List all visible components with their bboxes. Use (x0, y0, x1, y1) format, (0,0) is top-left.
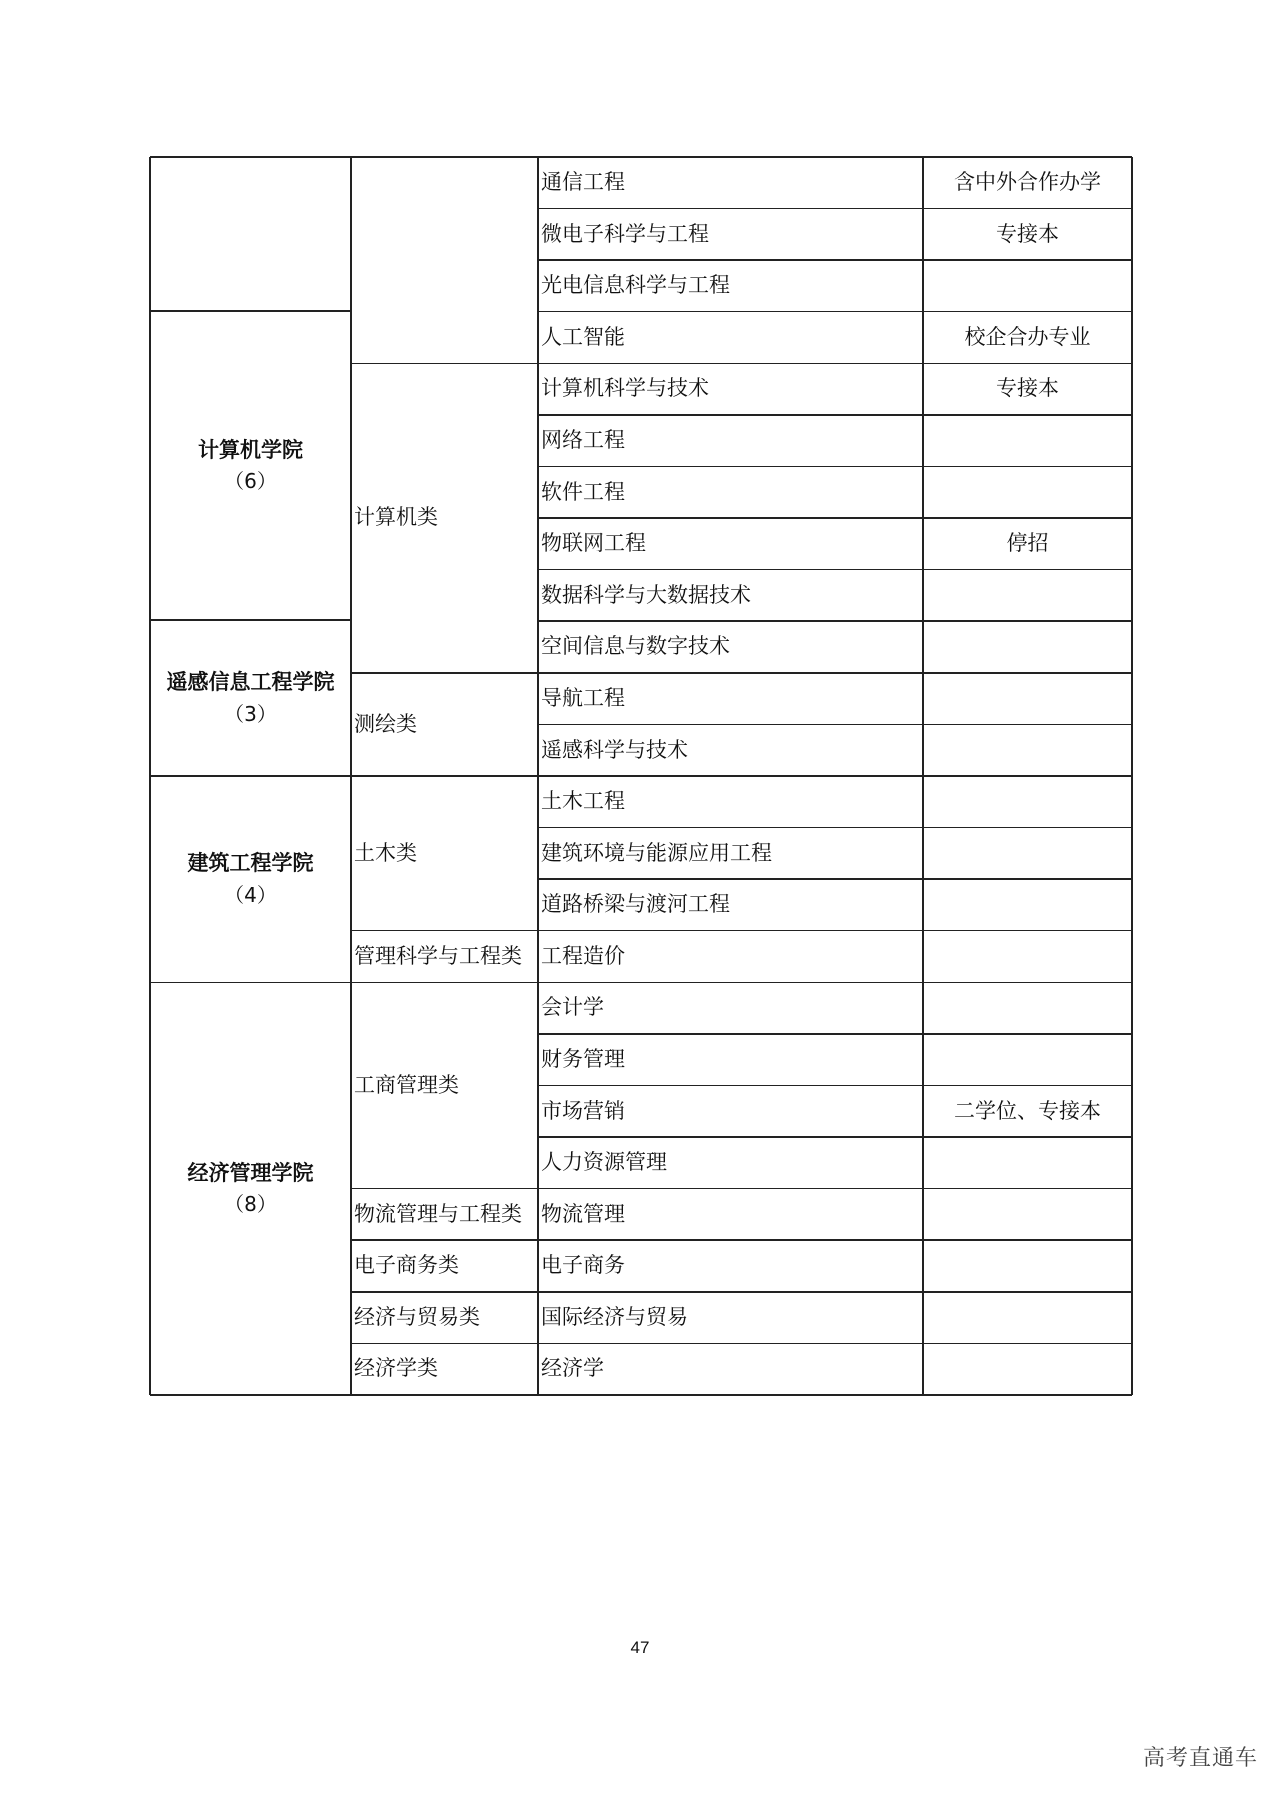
note-cell (923, 1034, 1132, 1086)
note-cell (923, 776, 1132, 828)
major-cell: 网络工程 (541, 428, 625, 453)
college-cell (150, 620, 351, 776)
major-cell: 人力资源管理 (541, 1150, 667, 1175)
note-cell (923, 466, 1132, 518)
college-name: 遥感信息工程学院 (166, 670, 335, 695)
category-cell: 管理科学与工程类 (354, 943, 522, 968)
major-cell: 会计学 (541, 995, 604, 1020)
college-major-count: （8） (224, 1192, 277, 1217)
note-cell: 含中外合作办学 (954, 170, 1101, 195)
college-name: 经济管理学院 (187, 1160, 314, 1185)
note-cell (923, 621, 1132, 673)
major-cell: 国际经济与贸易 (541, 1304, 688, 1329)
major-cell: 遥感科学与技术 (541, 737, 688, 762)
note-cell (923, 828, 1132, 880)
category-cell: 经济与贸易类 (354, 1304, 480, 1329)
major-cell: 财务管理 (541, 1047, 625, 1071)
note-cell: 停招 (1006, 531, 1049, 556)
note-cell: 专接本 (996, 221, 1059, 246)
note-cell: 专接本 (996, 376, 1059, 401)
note-cell (923, 260, 1132, 312)
note-cell (923, 570, 1132, 622)
category-cell: 物流管理与工程类 (354, 1201, 522, 1226)
major-cell: 道路桥梁与渡河工程 (541, 892, 730, 917)
college-cell (150, 311, 351, 620)
category-cell: 经济学类 (354, 1356, 438, 1381)
college-cell (150, 776, 351, 982)
note-cell (923, 724, 1132, 776)
major-cell: 光电信息科学与工程 (541, 273, 730, 298)
major-cell: 计算机科学与技术 (541, 376, 709, 401)
note-cell (923, 1189, 1132, 1241)
college-major-count: （6） (224, 469, 277, 494)
major-cell: 通信工程 (541, 170, 625, 195)
college-cell (150, 157, 351, 311)
note-cell (923, 415, 1132, 467)
note-cell (923, 982, 1132, 1034)
major-cell: 人工智能 (541, 324, 625, 349)
watermark: 高考直通车 (1142, 1746, 1258, 1771)
major-cell: 软件工程 (541, 479, 625, 504)
note-cell (923, 1240, 1132, 1292)
major-cell: 市场营销 (541, 1098, 625, 1123)
major-cell: 数据科学与大数据技术 (541, 582, 751, 607)
note-cell (923, 1343, 1132, 1395)
category-cell: 测绘类 (354, 711, 417, 736)
major-cell: 电子商务 (541, 1253, 625, 1278)
major-cell: 建筑环境与能源应用工程 (541, 840, 772, 865)
category-cell: 工商管理类 (354, 1072, 459, 1097)
major-cell: 土木工程 (541, 789, 625, 814)
college-name: 建筑工程学院 (187, 851, 314, 876)
note-cell (923, 1137, 1132, 1189)
college-major-count: （3） (224, 701, 277, 726)
category-cell: 电子商务类 (354, 1253, 459, 1278)
major-cell: 物联网工程 (541, 531, 646, 556)
note-cell (923, 931, 1132, 983)
college-major-count: （4） (224, 882, 277, 907)
note-cell (923, 1292, 1132, 1344)
major-cell: 微电子科学与工程 (541, 221, 709, 246)
note-cell (923, 879, 1132, 931)
note-cell (923, 673, 1132, 725)
category-cell (351, 157, 538, 363)
major-cell: 物流管理 (541, 1201, 625, 1226)
major-cell: 导航工程 (541, 685, 625, 710)
major-cell: 经济学 (541, 1356, 604, 1381)
college-cell (150, 982, 351, 1395)
note-cell: 二学位、专接本 (954, 1098, 1101, 1123)
page-number: 47 (630, 1638, 650, 1657)
major-cell: 工程造价 (541, 943, 625, 968)
note-cell: 校企合办专业 (964, 324, 1091, 349)
college-name: 计算机学院 (198, 437, 303, 462)
category-cell: 计算机类 (354, 505, 438, 530)
major-cell: 空间信息与数字技术 (541, 634, 730, 659)
category-cell: 土木类 (354, 840, 417, 865)
